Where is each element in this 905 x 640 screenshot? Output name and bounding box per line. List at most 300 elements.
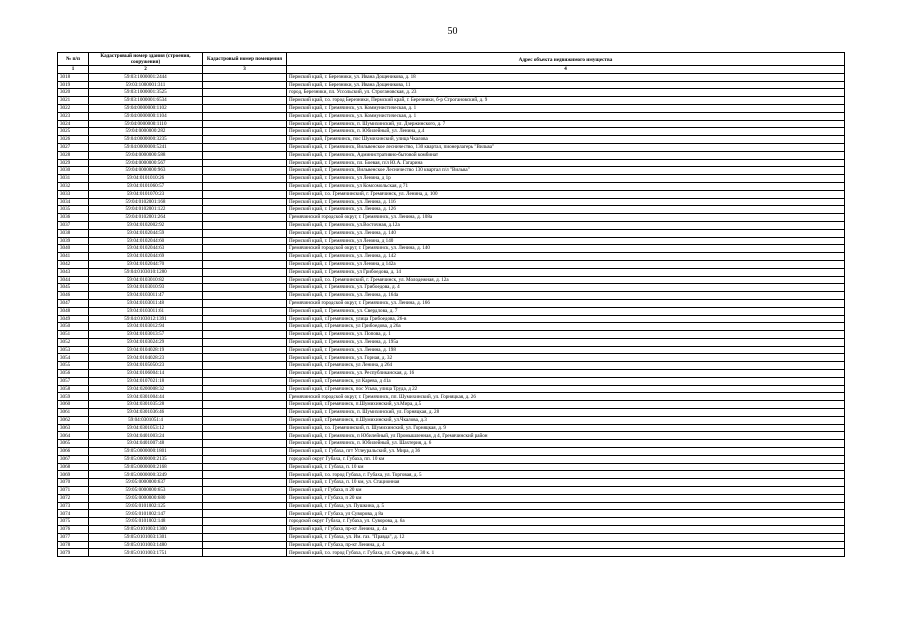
table-row: [58, 276, 845, 284]
row-number: 3044: [58, 276, 89, 284]
row-number: 3039: [58, 237, 89, 245]
row-number: 3069: [58, 471, 89, 479]
cadastral-room-number: [203, 221, 287, 229]
cadastral-building-number: 59:04:0000000:963: [89, 167, 203, 175]
row-number: 3034: [58, 198, 89, 206]
row-number: 3074: [58, 510, 89, 518]
address: Гремячинский городской округ, г. Гремячинск, пп. Шумихинский, ул. Горняцкая, д. 26: [287, 393, 845, 401]
address: Пермский край, г.Гремячинск, ул Ленина, д 264: [287, 362, 845, 370]
cadastral-building-number: 59:05:0101002:148: [89, 518, 203, 526]
cadastral-room-number: [203, 409, 287, 417]
address: Пермский край, г.Гремячинск, ул Карева, д 41а: [287, 377, 845, 385]
cadastral-building-number: 59:03:1000001:6534: [89, 97, 203, 105]
row-number: 3020: [58, 89, 89, 97]
address: Пермский край, г. Гремячинск, ул. Ленина, д. 142: [287, 253, 845, 261]
cadastral-room-number: [203, 198, 287, 206]
row-number: 3063: [58, 424, 89, 432]
cadastral-building-number: 59:03:1000001:3525: [89, 89, 203, 97]
address: Пермский край, г. Гремячинск, ул Грибоедова, д. 14: [287, 268, 845, 276]
row-number: 3031: [58, 175, 89, 183]
cadastral-building-number: 59:04:0105050:23: [89, 362, 203, 370]
cadastral-building-number: 59:04:0401003:24: [89, 432, 203, 440]
cadastral-room-number: [203, 182, 287, 190]
cadastral-room-number: [203, 549, 287, 557]
cadastral-building-number: 59:04:0000000:588: [89, 151, 203, 159]
address: Пермский край, г. Губаха, п. 10 км, ул. Стационная: [287, 479, 845, 487]
address: Пермский край, г.о. Гремячинский, г. Гремячинск, ул. Молодежная, д. 12а: [287, 276, 845, 284]
cadastral-building-number: 59:04:0000000:3235: [89, 136, 203, 144]
cadastral-room-number: [203, 167, 287, 175]
row-number: 3070: [58, 479, 89, 487]
row-number: 3040: [58, 245, 89, 253]
cadastral-building-number: 59:04:0102002:92: [89, 221, 203, 229]
row-number: 3056: [58, 370, 89, 378]
address: Пермский край, г. Гремячинск, п. Юбилейный, ул. Шахтерия, д. 6: [287, 440, 845, 448]
table-row: [58, 502, 845, 510]
address: Пермский край, г. Гремячинск, ул. Республиканская, д. 16: [287, 370, 845, 378]
table-row: [58, 354, 845, 362]
cadastral-building-number: 59:05:0101003:1301: [89, 533, 203, 541]
cadastral-building-number: 59:04:0000000:5241: [89, 143, 203, 151]
row-number: 3041: [58, 253, 89, 261]
cadastral-building-number: 59:04:0103024:29: [89, 338, 203, 346]
row-number: 3078: [58, 541, 89, 549]
address: Гремячинский городской округ, г. Гремячинск, ул. Ленина, д. 166: [287, 299, 845, 307]
cadastral-building-number: 59:04:0102044:60: [89, 237, 203, 245]
table-row: [58, 479, 845, 487]
row-number: 3049: [58, 315, 89, 323]
cadastral-building-number: 59:04:0103011:48: [89, 299, 203, 307]
cadastral-building-number: 59:04:0301053:12: [89, 424, 203, 432]
cadastral-building-number: 59:05:0101003:1300: [89, 526, 203, 534]
column-number: 3: [203, 66, 287, 74]
cadastral-room-number: [203, 284, 287, 292]
row-number: 3051: [58, 331, 89, 339]
table-row: [58, 549, 845, 557]
registry-rows: [58, 73, 845, 556]
cadastral-building-number: 59:04:0103011:61: [89, 307, 203, 315]
cadastral-room-number: [203, 494, 287, 502]
cadastral-room-number: [203, 487, 287, 495]
address: Пермский край, г. Губаха, п. 10 км: [287, 463, 845, 471]
table-row: [58, 120, 845, 128]
row-number: 3042: [58, 260, 89, 268]
cadastral-room-number: [203, 253, 287, 261]
table-row: [58, 136, 845, 144]
cadastral-room-number: [203, 393, 287, 401]
row-number: 3073: [58, 502, 89, 510]
row-number: 3023: [58, 112, 89, 120]
address: Пермский край, г. Гремячинск, пл. Боевая, п/л Ю.А. Гагарина: [287, 159, 845, 167]
table-row: [58, 167, 845, 175]
address: городской округ Губаха, г. Губаха, пп. 10 км: [287, 455, 845, 463]
row-number: 3054: [58, 354, 89, 362]
cadastral-room-number: [203, 463, 287, 471]
cadastral-building-number: 59:04:0102044:70: [89, 260, 203, 268]
row-number: 3079: [58, 549, 89, 557]
address: Пермский край, г. Березники, ул. Ивана Дощеникова, д. 18: [287, 73, 845, 81]
registry-table: [57, 52, 845, 557]
cadastral-room-number: [203, 229, 287, 237]
cadastral-room-number: [203, 323, 287, 331]
table-row: [58, 237, 845, 245]
row-number: 3029: [58, 159, 89, 167]
table-row: [58, 190, 845, 198]
cadastral-building-number: 59:05:0000000:3249: [89, 471, 203, 479]
cadastral-room-number: [203, 292, 287, 300]
cadastral-building-number: 59:04:0000000:282: [89, 128, 203, 136]
cadastral-building-number: 59:04:0301004:44: [89, 393, 203, 401]
table-row: [58, 81, 845, 89]
cadastral-room-number: [203, 315, 287, 323]
column-number: 4: [287, 66, 845, 74]
cadastral-room-number: [203, 401, 287, 409]
table-row: [58, 260, 845, 268]
address: Пермский край, г. Гремячинск, Административно-бытовой комбинат: [287, 151, 845, 159]
row-number: 3067: [58, 455, 89, 463]
table-row: [58, 526, 845, 534]
address: Пермский край, г. Губаха, пгт Углеуральский, ул. Мира, д 36: [287, 448, 845, 456]
cadastral-building-number: 59:04:0301051:4: [89, 416, 203, 424]
address: Пермский край, г. Гремячинск, ул.Восточная, д.12а: [287, 221, 845, 229]
cadastral-room-number: [203, 448, 287, 456]
cadastral-room-number: [203, 143, 287, 151]
row-number: 3071: [58, 487, 89, 495]
table-row: [58, 229, 845, 237]
cadastral-room-number: [203, 526, 287, 534]
address: Пермский край, г. Губаха, ул. Им. газ. "Правда", д. 12: [287, 533, 845, 541]
cadastral-building-number: 59:04:0101010:26: [89, 175, 203, 183]
row-number: 3021: [58, 97, 89, 105]
row-number: 3043: [58, 268, 89, 276]
cadastral-room-number: [203, 136, 287, 144]
cadastral-room-number: [203, 354, 287, 362]
table-row: [58, 175, 845, 183]
table-row: [58, 510, 845, 518]
table-row: [58, 440, 845, 448]
cadastral-room-number: [203, 471, 287, 479]
table-row: [58, 518, 845, 526]
address: Пермский край, г.Гремячинск, пос Усьва, улица Труда, д 22: [287, 385, 845, 393]
row-number: 3052: [58, 338, 89, 346]
table-row: [58, 432, 845, 440]
row-number: 3027: [58, 143, 89, 151]
cadastral-room-number: [203, 151, 287, 159]
row-number: 3030: [58, 167, 89, 175]
row-number: 3060: [58, 401, 89, 409]
cadastral-room-number: [203, 479, 287, 487]
table-row: [58, 214, 845, 222]
table-row: [58, 97, 845, 105]
address: Пермский край, г. Гремячинск, Вильвенское лесничество, 130 квартал, пионерлагерь "Вильва": [287, 143, 845, 151]
address: Пермский край, г.Гремячинск, п.Шумихинский, ул.Чкалова, д.3: [287, 416, 845, 424]
row-number: 3055: [58, 362, 89, 370]
table-row: [58, 533, 845, 541]
row-number: 3057: [58, 377, 89, 385]
table-row: [58, 370, 845, 378]
address: Пермский край, г.о. город Березники, Пермский край, г. Березники, б-р Строгановский, д. 9: [287, 97, 845, 105]
address: Гремячинский городской округ, г. Гремячинск, ул. Ленина, д. 140: [287, 245, 845, 253]
table-row: [58, 487, 845, 495]
table-row: [58, 416, 845, 424]
address: Пермский край, г.о. Гремячинский, г. Гремячинск, ул. Ленина, д. 100: [287, 190, 845, 198]
address: Пермский край, г. Гремячинск, ул. Ленина, д. 195а: [287, 338, 845, 346]
cadastral-building-number: 59:05:0000000:2135: [89, 455, 203, 463]
cadastral-room-number: [203, 338, 287, 346]
address: Гремячинский городской округ, г. Гремячинск, ул. Ленина, д. 108а: [287, 214, 845, 222]
table-row: [58, 292, 845, 300]
address: Пермский край, г. Губаха, ул. Пушкина, д. 5: [287, 502, 845, 510]
cadastral-room-number: [203, 159, 287, 167]
header-address: Адрес объекта недвижимого имущества: [287, 53, 845, 66]
row-number: 3064: [58, 432, 89, 440]
table-row: [58, 401, 845, 409]
cadastral-room-number: [203, 518, 287, 526]
cadastral-building-number: 59:04:0102001:264: [89, 214, 203, 222]
cadastral-room-number: [203, 502, 287, 510]
address: Пермский край, г. Гремячинск, п. Юбилейный, ул. Ленина, д.4: [287, 128, 845, 136]
address: Пермский край, г. Гремячинск, п. Шумихинский, ул. Дзержинского, д. 7: [287, 120, 845, 128]
cadastral-building-number: 59:04:0104028:19: [89, 346, 203, 354]
cadastral-building-number: 59:04:0301035:28: [89, 401, 203, 409]
cadastral-building-number: 59:04:0106004:14: [89, 370, 203, 378]
cadastral-room-number: [203, 81, 287, 89]
address: Пермский край, г. Березники, ул. Ивана Дощеникова, 11: [287, 81, 845, 89]
cadastral-room-number: [203, 424, 287, 432]
column-number: 1: [58, 66, 89, 74]
cadastral-building-number: 59:04:0103010:1280: [89, 268, 203, 276]
row-number: 3068: [58, 463, 89, 471]
cadastral-building-number: 59:04:0102001:122: [89, 206, 203, 214]
address: Пермский край, г Губаха, п 20 км: [287, 487, 845, 495]
cadastral-room-number: [203, 541, 287, 549]
table-row: [58, 206, 845, 214]
address: Пермский край, г.Гремячинск, ул Грибоедова, д 26а: [287, 323, 845, 331]
address: Пермский край, г. Гремячинск, ул. Коммунистическая, д. 1: [287, 104, 845, 112]
cadastral-room-number: [203, 370, 287, 378]
table-row: [58, 89, 845, 97]
row-number: 3053: [58, 346, 89, 354]
cadastral-room-number: [203, 268, 287, 276]
cadastral-room-number: [203, 346, 287, 354]
cadastral-room-number: [203, 190, 287, 198]
row-number: 3058: [58, 385, 89, 393]
table-row: [58, 393, 845, 401]
row-number: 3062: [58, 416, 89, 424]
cadastral-building-number: 59:04:0000000:1104: [89, 112, 203, 120]
table-row: [58, 73, 845, 81]
cadastral-building-number: 59:05:0101003:1751: [89, 549, 203, 557]
cadastral-room-number: [203, 104, 287, 112]
row-number: 3022: [58, 104, 89, 112]
address: Пермский край, г.о. город Губаха, г. Губаха, ул. Суворова, д. 30 к. 1: [287, 549, 845, 557]
cadastral-building-number: 59:04:0103012:94: [89, 323, 203, 331]
table-row: [58, 143, 845, 151]
row-number: 3025: [58, 128, 89, 136]
address: Пермский край, г. Гремячинск, ул Ленина, д 1р: [287, 175, 845, 183]
row-number: 3066: [58, 448, 89, 456]
cadastral-building-number: 59:04:0104028:23: [89, 354, 203, 362]
address: Пермский край, г. Гремячинск, ул. Ленина, д. 198: [287, 346, 845, 354]
row-number: 3045: [58, 284, 89, 292]
address: Пермский край, г. Гремячинск, ул. Грибоедова, д. 4: [287, 284, 845, 292]
row-number: 3072: [58, 494, 89, 502]
cadastral-building-number: 59:04:0102044:69: [89, 253, 203, 261]
cadastral-building-number: 59:04:0103010:82: [89, 276, 203, 284]
row-number: 3050: [58, 323, 89, 331]
table-row: [58, 471, 845, 479]
table-row: [58, 463, 845, 471]
row-number: 3026: [58, 136, 89, 144]
cadastral-building-number: 59:04:0101070:23: [89, 190, 203, 198]
cadastral-room-number: [203, 299, 287, 307]
table-row: [58, 253, 845, 261]
address: Пермский край, г.о. город Губаха, г. Губаха, ул. Торговая, д. 5: [287, 471, 845, 479]
row-number: 3028: [58, 151, 89, 159]
row-number: 3035: [58, 206, 89, 214]
cadastral-building-number: 59:04:0301036:46: [89, 409, 203, 417]
cadastral-building-number: 59:04:0102001:168: [89, 198, 203, 206]
cadastral-building-number: 59:04:0401007:48: [89, 440, 203, 448]
address: Пермский край, г. Гремячинск, п. Шумихинский, ул. Горняцкая, д. 28: [287, 409, 845, 417]
cadastral-building-number: 59:05:0000000:637: [89, 479, 203, 487]
address: Пермский край, г Губаха, ул Суворова, д 8а: [287, 510, 845, 518]
table-row: [58, 323, 845, 331]
cadastral-room-number: [203, 432, 287, 440]
address: Пермский край, г. Гремячинск, Вильвенское Лесничество 130 квартал п/л "Вильва": [287, 167, 845, 175]
address: Пермский край, Гремячинск, пос Шумихинский, улица Чкалова: [287, 136, 845, 144]
table-row: [58, 245, 845, 253]
table-row: [58, 338, 845, 346]
row-number: 3019: [58, 81, 89, 89]
address: Пермский край, г Губаха, пр-кт Ленина, д. 4а: [287, 526, 845, 534]
table-row: [58, 221, 845, 229]
cadastral-building-number: 59:04:0103012:1391: [89, 315, 203, 323]
row-number: 3076: [58, 526, 89, 534]
address: Пермский край, г. Гремячинск, ул. Коммунистическая, д. 1: [287, 112, 845, 120]
row-number: 3048: [58, 307, 89, 315]
cadastral-building-number: 59:05:0101002:147: [89, 510, 203, 518]
cadastral-building-number: 59:05:0000000:653: [89, 487, 203, 495]
header-cadastral-building: Кадастровый номер здания (строения, сооружения): [89, 53, 203, 66]
address: Пермский край, г. Гремячинск, ул. Ленина, д. 140: [287, 229, 845, 237]
row-number: 3065: [58, 440, 89, 448]
table-row: [58, 455, 845, 463]
cadastral-building-number: 59:05:0000000:680: [89, 494, 203, 502]
cadastral-room-number: [203, 245, 287, 253]
column-number-row: [58, 66, 845, 74]
address: Пермский край, г. Гремячинск, п Юбилейный, ул Промышленная, д 4, Гремячинский район: [287, 432, 845, 440]
cadastral-building-number: 59:04:0000000:567: [89, 159, 203, 167]
cadastral-building-number: 59:04:0107021:18: [89, 377, 203, 385]
cadastral-room-number: [203, 416, 287, 424]
table-row: [58, 448, 845, 456]
table-row: [58, 159, 845, 167]
table-row: [58, 284, 845, 292]
table-row: [58, 182, 845, 190]
table-row: [58, 409, 845, 417]
cadastral-room-number: [203, 331, 287, 339]
row-number: 3077: [58, 533, 89, 541]
table-row: [58, 541, 845, 549]
cadastral-room-number: [203, 362, 287, 370]
address: город, Березники, пл. Уссольский, ул. Строгановская, д. 23: [287, 89, 845, 97]
cadastral-room-number: [203, 377, 287, 385]
address: Пермский край, г. Гремячинск, ул. Горная, д. 32: [287, 354, 845, 362]
table-row: [58, 299, 845, 307]
address: Пермский край, г. Гремячинск, ул. Ленина, д. 164а: [287, 292, 845, 300]
table-row: [58, 128, 845, 136]
row-number: 3047: [58, 299, 89, 307]
cadastral-room-number: [203, 276, 287, 284]
cadastral-building-number: 59:05:0101003:1480: [89, 541, 203, 549]
table-row: [58, 268, 845, 276]
address: Пермский край, г. Гремячинск, ул Ленина, д 142а: [287, 260, 845, 268]
cadastral-building-number: 59:03:1000001:2444: [89, 73, 203, 81]
row-number: 3059: [58, 393, 89, 401]
cadastral-building-number: 59:04:0101060:57: [89, 182, 203, 190]
row-number: 3032: [58, 182, 89, 190]
page-number: 50: [447, 26, 458, 37]
cadastral-room-number: [203, 533, 287, 541]
row-number: 3037: [58, 221, 89, 229]
cadastral-building-number: 59:05:0101002:125: [89, 502, 203, 510]
table-row: [58, 104, 845, 112]
table-row: [58, 346, 845, 354]
address: Пермский край, г.Гремячинск, п.Шумихинский, ул.Мира, д.5: [287, 401, 845, 409]
header-no: № п/п: [58, 53, 89, 66]
address: Пермский край, г. Гремячинск, ул Комсомольская, д 71: [287, 182, 845, 190]
cadastral-building-number: 59:04:0102044:63: [89, 245, 203, 253]
cadastral-room-number: [203, 175, 287, 183]
address: Пермский край, г.Гремячинск, улица Грибоедова, 26-в: [287, 315, 845, 323]
cadastral-building-number: 59:05:0000000:1801: [89, 448, 203, 456]
table-row: [58, 198, 845, 206]
row-number: 3061: [58, 409, 89, 417]
address: Пермский край, г Губаха, п 20 км: [287, 494, 845, 502]
cadastral-room-number: [203, 440, 287, 448]
cadastral-room-number: [203, 214, 287, 222]
table-row: [58, 315, 845, 323]
address: Пермский край, г. Гремячинск, ул. Попова, д. 1: [287, 331, 845, 339]
header-cadastral-room: Кадастровый номер помещения: [203, 53, 287, 66]
address: Пермский край, г. Гремячинск, ул. Ленина, д. 116: [287, 198, 845, 206]
cadastral-room-number: [203, 260, 287, 268]
cadastral-room-number: [203, 97, 287, 105]
cadastral-building-number: 59:03:1000001:311: [89, 81, 203, 89]
address: Пермский край, г. Гремячинск, ул Ленина, д 140: [287, 237, 845, 245]
cadastral-room-number: [203, 73, 287, 81]
cadastral-building-number: 59:05:0000000:2168: [89, 463, 203, 471]
cadastral-room-number: [203, 385, 287, 393]
row-number: 3033: [58, 190, 89, 198]
cadastral-room-number: [203, 307, 287, 315]
table-row: [58, 151, 845, 159]
cadastral-room-number: [203, 128, 287, 136]
address: Пермский край, г.о. Гремячинский, п. Шумихинский, ул. Горняцкая, д. 9: [287, 424, 845, 432]
cadastral-building-number: 59:04:0000000:1110: [89, 120, 203, 128]
row-number: 3046: [58, 292, 89, 300]
cadastral-room-number: [203, 455, 287, 463]
cadastral-room-number: [203, 237, 287, 245]
cadastral-building-number: 59:04:0200008:32: [89, 385, 203, 393]
address: городской округ Губаха, г. Губаха, ул. Суворова, д. 6а: [287, 518, 845, 526]
table-row: [58, 424, 845, 432]
cadastral-room-number: [203, 112, 287, 120]
table-row: [58, 307, 845, 315]
address: Пермский край, г. Гремячинск, ул. Свердлова, д. 7: [287, 307, 845, 315]
row-number: 3036: [58, 214, 89, 222]
